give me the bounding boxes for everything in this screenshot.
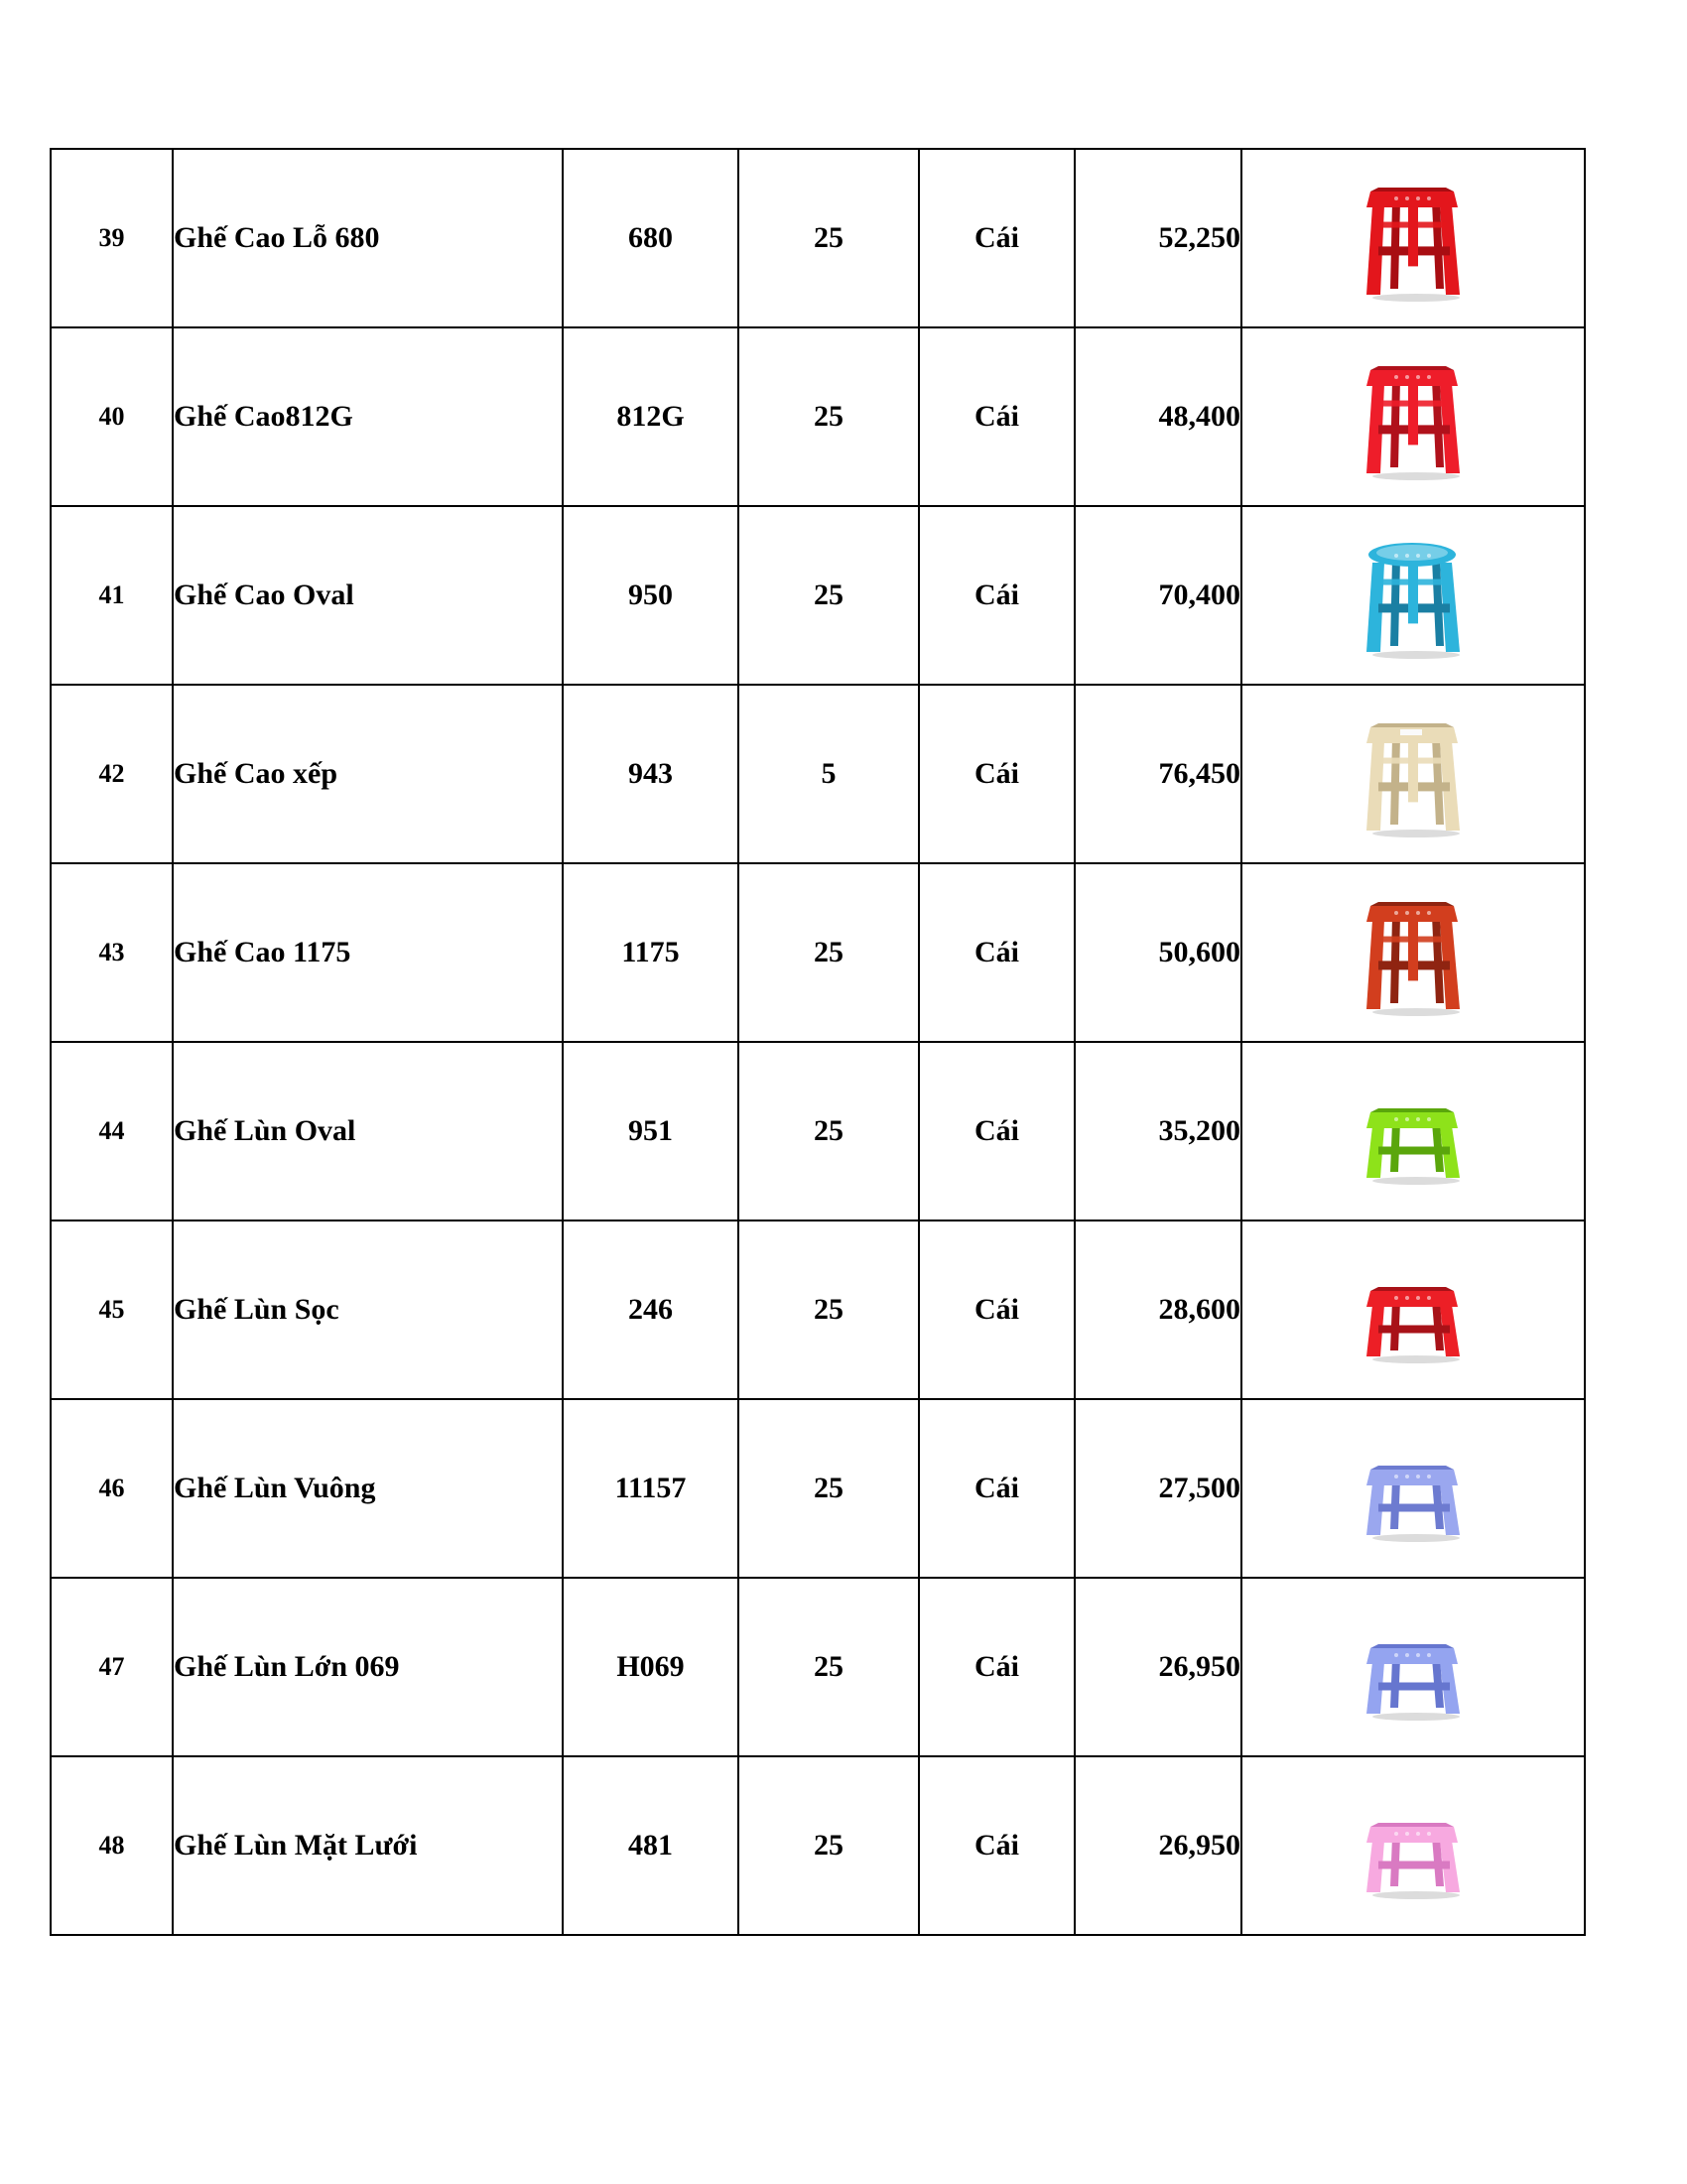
pack-quantity-cell: 25	[738, 149, 919, 327]
stool-image	[1349, 1603, 1478, 1732]
unit-cell: Cái	[919, 1756, 1075, 1935]
product-name-cell: Ghế Lùn Lớn 069	[173, 1578, 563, 1756]
row-number-cell: 45	[51, 1220, 173, 1399]
unit-cell: Cái	[919, 506, 1075, 685]
price-cell: 76,450	[1075, 685, 1241, 863]
product-code-cell: 11157	[563, 1399, 738, 1578]
product-image-cell	[1241, 506, 1585, 685]
unit-cell: Cái	[919, 149, 1075, 327]
row-number-cell: 40	[51, 327, 173, 506]
product-name-cell: Ghế Cao 1175	[173, 863, 563, 1042]
product-image-cell	[1241, 1399, 1585, 1578]
product-image-cell	[1241, 1220, 1585, 1399]
price-cell: 52,250	[1075, 149, 1241, 327]
product-name-cell: Ghế Lùn Mặt Lưới	[173, 1756, 563, 1935]
table-row	[51, 1756, 1585, 1935]
price-cell: 70,400	[1075, 506, 1241, 685]
product-image-cell	[1241, 863, 1585, 1042]
product-code-cell: 1175	[563, 863, 738, 1042]
unit-cell: Cái	[919, 1578, 1075, 1756]
product-name-cell: Ghế Cao812G	[173, 327, 563, 506]
row-number-cell: 41	[51, 506, 173, 685]
unit-cell: Cái	[919, 685, 1075, 863]
product-code-cell: 951	[563, 1042, 738, 1220]
pack-quantity-cell: 25	[738, 506, 919, 685]
pack-quantity-cell: 25	[738, 1578, 919, 1756]
product-image-cell	[1241, 327, 1585, 506]
pack-quantity-cell: 25	[738, 1399, 919, 1578]
unit-cell: Cái	[919, 1399, 1075, 1578]
stool-image	[1349, 174, 1478, 303]
product-name-cell: Ghế Cao xếp	[173, 685, 563, 863]
row-number-cell: 46	[51, 1399, 173, 1578]
unit-cell: Cái	[919, 1220, 1075, 1399]
row-number-cell: 48	[51, 1756, 173, 1935]
product-name-cell: Ghế Lùn Sọc	[173, 1220, 563, 1399]
product-name-cell: Ghế Lùn Oval	[173, 1042, 563, 1220]
unit-cell: Cái	[919, 327, 1075, 506]
pack-quantity-cell: 25	[738, 1220, 919, 1399]
unit-cell: Cái	[919, 863, 1075, 1042]
unit-cell: Cái	[919, 1042, 1075, 1220]
pack-quantity-cell: 25	[738, 1756, 919, 1935]
row-number-cell: 39	[51, 149, 173, 327]
table-row	[51, 149, 1585, 327]
stool-image	[1349, 531, 1478, 660]
product-image-cell	[1241, 1756, 1585, 1935]
table-row	[51, 1578, 1585, 1756]
stool-image	[1349, 1424, 1478, 1553]
row-number-cell: 43	[51, 863, 173, 1042]
product-image-cell	[1241, 1578, 1585, 1756]
stool-image	[1349, 1245, 1478, 1374]
product-code-cell: 481	[563, 1756, 738, 1935]
price-cell: 35,200	[1075, 1042, 1241, 1220]
product-image-cell	[1241, 685, 1585, 863]
stool-image	[1349, 709, 1478, 838]
product-name-cell: Ghế Cao Lỗ 680	[173, 149, 563, 327]
row-number-cell: 42	[51, 685, 173, 863]
price-cell: 26,950	[1075, 1756, 1241, 1935]
pack-quantity-cell: 25	[738, 327, 919, 506]
product-name-cell: Ghế Cao Oval	[173, 506, 563, 685]
product-code-cell: 950	[563, 506, 738, 685]
table-row	[51, 506, 1585, 685]
stool-image	[1349, 352, 1478, 481]
price-cell: 48,400	[1075, 327, 1241, 506]
price-cell: 27,500	[1075, 1399, 1241, 1578]
stool-image	[1349, 1781, 1478, 1910]
table-row	[51, 327, 1585, 506]
table-row	[51, 1220, 1585, 1399]
product-code-cell: 246	[563, 1220, 738, 1399]
pack-quantity-cell: 25	[738, 863, 919, 1042]
product-image-cell	[1241, 1042, 1585, 1220]
table-row	[51, 1042, 1585, 1220]
price-cell: 50,600	[1075, 863, 1241, 1042]
product-code-cell: 680	[563, 149, 738, 327]
product-code-cell: 943	[563, 685, 738, 863]
product-code-cell: 812G	[563, 327, 738, 506]
stool-image	[1349, 888, 1478, 1017]
pack-quantity-cell: 25	[738, 1042, 919, 1220]
product-name-cell: Ghế Lùn Vuông	[173, 1399, 563, 1578]
product-image-cell	[1241, 149, 1585, 327]
row-number-cell: 47	[51, 1578, 173, 1756]
row-number-cell: 44	[51, 1042, 173, 1220]
price-cell: 28,600	[1075, 1220, 1241, 1399]
product-price-table	[50, 148, 1586, 1936]
pack-quantity-cell: 5	[738, 685, 919, 863]
price-cell: 26,950	[1075, 1578, 1241, 1756]
product-code-cell: H069	[563, 1578, 738, 1756]
table-row	[51, 863, 1585, 1042]
stool-image	[1349, 1067, 1478, 1196]
table-row	[51, 1399, 1585, 1578]
table-row	[51, 685, 1585, 863]
